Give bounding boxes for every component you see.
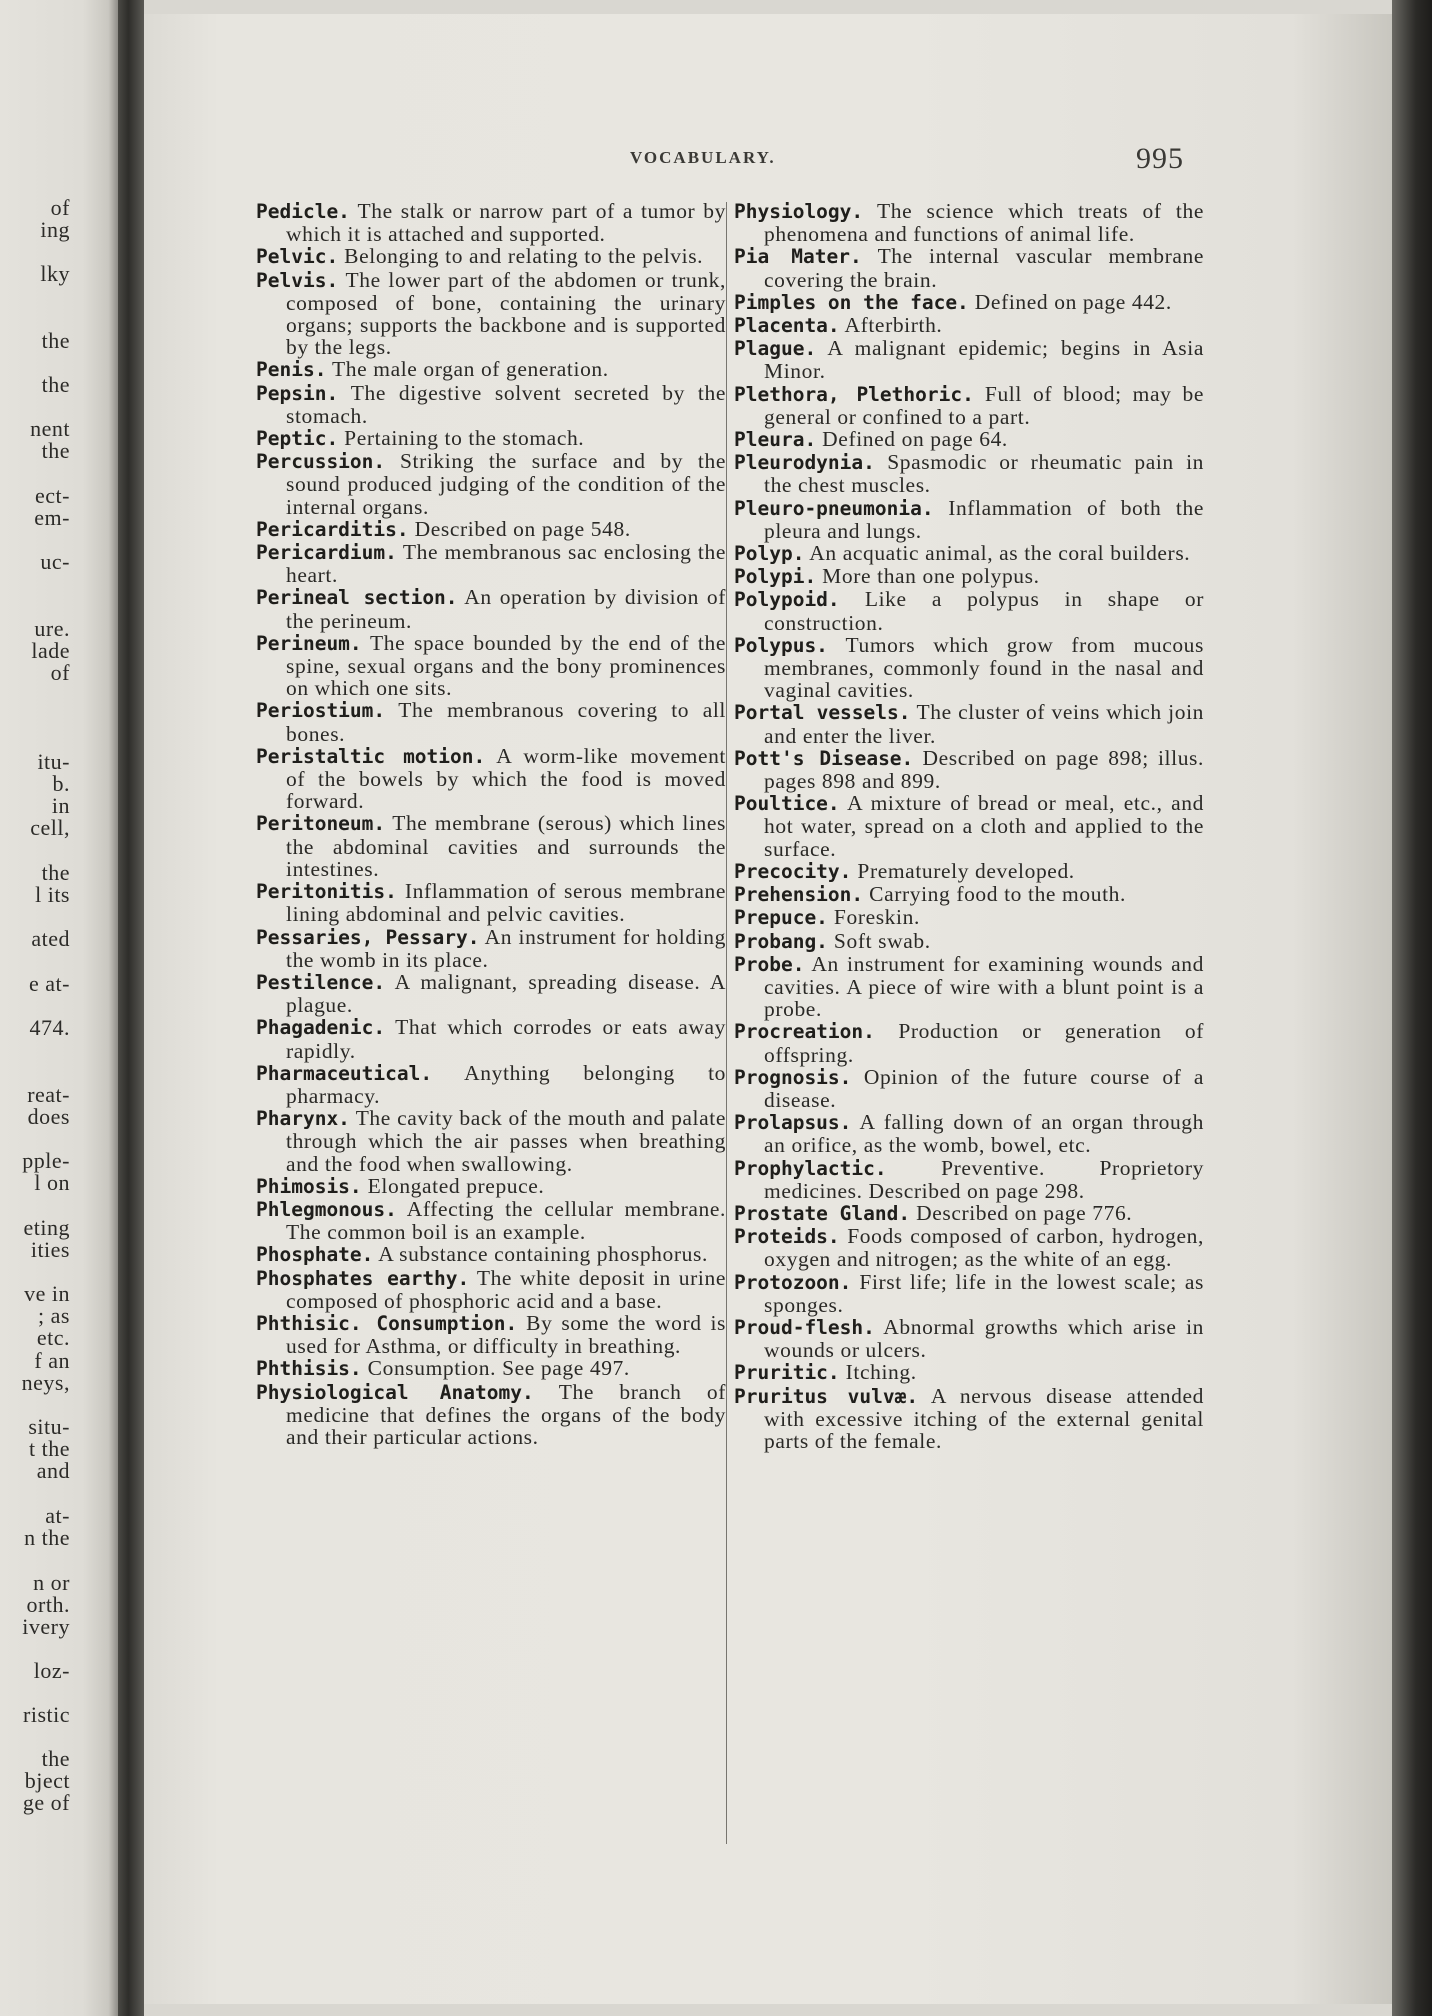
vocabulary-entry [256, 541, 726, 586]
entry-definition: Soft swab. [833, 928, 931, 953]
entry-definition: The branch of medicine that defines the organs of the body and their particular actions. [286, 1379, 726, 1449]
entry-term: Pruritus vulvæ. [734, 1384, 919, 1408]
entry-definition: The cavity back of the mouth and palate through which the air passes when breathing and the food when swallowing. [286, 1106, 726, 1176]
vocabulary-entry [256, 1062, 726, 1107]
vocabulary-entry [734, 1020, 1204, 1065]
facing-page-text-fragment: orth. [26, 1592, 70, 1617]
entry-definition: Production or generation of offspring. [764, 1019, 1204, 1067]
entry-definition: Spasmodic or rheumatic pain in the chest muscles. [764, 450, 1204, 498]
facing-page-text-fragment: n the [24, 1525, 70, 1550]
facing-page-text-fragment: in [51, 793, 70, 818]
entry-term: Pelvic. [256, 245, 339, 269]
vocabulary-entry [734, 930, 1204, 953]
entry-term: Placenta. [734, 314, 840, 338]
vocabulary-entry [734, 860, 1204, 883]
entry-term: Pericarditis. [256, 517, 409, 541]
entry-term: Prepuce. [734, 906, 828, 930]
vocabulary-entry [256, 1107, 726, 1175]
entry-term: Phimosis. [256, 1174, 362, 1198]
entry-term: Peristaltic motion. [256, 744, 486, 768]
entry-term: Perineum. [256, 631, 362, 655]
vocabulary-entry [256, 1243, 726, 1266]
entry-definition: Full of blood; may be general or confined to a part. [764, 381, 1204, 429]
vocabulary-entry [256, 632, 726, 700]
entry-definition: Foreskin. [833, 905, 920, 930]
entry-definition: Prematurely developed. [857, 858, 1075, 883]
facing-page-text-fragment: ing [40, 217, 70, 242]
entry-term: Polypoid. [734, 588, 840, 612]
facing-page-text-fragment: of [50, 660, 70, 685]
entry-term: Physiology. [734, 200, 864, 223]
vocabulary-entry [734, 1385, 1204, 1453]
entry-definition: The lower part of the abdomen or trunk, composed of bone, containing the urinary organs; supports the backbone and is supported by the legs. [286, 267, 726, 360]
facing-page-text-fragment: f an [34, 1348, 70, 1373]
entry-term: Prolapsus. [734, 1111, 852, 1135]
vocabulary-entry [256, 812, 726, 880]
vocabulary-entry [734, 1066, 1204, 1111]
facing-page-text-fragment: itu- [37, 749, 70, 774]
vocabulary-entry [734, 565, 1204, 588]
entry-definition: Consumption. See page 497. [367, 1356, 630, 1381]
vocabulary-entry [734, 497, 1204, 542]
entry-term: Periostium. [256, 699, 386, 723]
entry-term: Pleuro-pneumonia. [734, 496, 934, 520]
entry-definition: Affecting the cellular membrane. The common boil is an example. [286, 1196, 726, 1245]
entry-term: Phosphates earthy. [256, 1266, 470, 1290]
entry-term: Pruritic. [734, 1361, 840, 1385]
facing-page-text-fragment: ated [31, 926, 70, 951]
facing-page-text-fragment: lky [40, 261, 70, 286]
entry-term: Polypus. [734, 633, 828, 657]
entry-definition: Pertaining to the stomach. [344, 426, 585, 451]
vocabulary-entry [734, 245, 1204, 290]
entry-definition: Tumors which grow from mucous membranes, commonly found in the nasal and vaginal cavities. [764, 632, 1205, 703]
entry-definition: An operation by division of the perineum. [286, 585, 726, 633]
vocabulary-entry [734, 542, 1204, 565]
entry-definition: An acquatic animal, as the coral builders. [809, 541, 1191, 566]
vocabulary-entry [256, 745, 726, 813]
vocabulary-entry [256, 1175, 726, 1198]
vocabulary-entry [256, 971, 726, 1016]
entry-definition: Inflammation of serous membrane lining abdominal and pelvic cavities. [286, 879, 727, 927]
vocabulary-entry [734, 1111, 1204, 1156]
entry-definition: Defined on page 64. [822, 427, 1008, 452]
vocabulary-entry [734, 451, 1204, 496]
vocabulary-entry [256, 518, 726, 541]
facing-page-text-fragment: pple- [22, 1148, 70, 1173]
entry-term: Pedicle. [256, 200, 350, 223]
vocabulary-entry [734, 747, 1204, 792]
entry-definition: Described on page 548. [414, 516, 631, 541]
vocabulary-entry [256, 586, 726, 631]
entry-definition: Defined on page 442. [974, 289, 1172, 314]
vocabulary-entry [734, 1316, 1204, 1361]
vocabulary-entry [734, 906, 1204, 929]
facing-page-text-fragment: and [36, 1458, 70, 1483]
entry-definition: Described on page 898; illus. pages 898 and 899. [764, 745, 1204, 794]
entry-term: Poultice. [734, 792, 840, 816]
facing-page-text-fragment: etc. [36, 1325, 70, 1350]
entry-term: Pia Mater. [734, 245, 862, 269]
vocabulary-entry [734, 588, 1204, 633]
entry-definition: The digestive solvent secreted by the stomach. [286, 380, 726, 428]
entry-definition: Elongated prepuce. [367, 1173, 545, 1198]
facing-page-text-fragment: ; as [38, 1303, 70, 1328]
vocabulary-entry [734, 383, 1204, 428]
vocabulary-entry [734, 953, 1204, 1021]
entry-term: Perineal section. [256, 586, 458, 610]
entry-definition: The male organ of generation. [332, 357, 609, 382]
entry-definition: The membrane (serous) which lines the abdominal cavities and surrounds the intestines. [286, 811, 726, 881]
vocabulary-entry [734, 200, 1204, 245]
vocabulary-entry [256, 1198, 726, 1243]
facing-page-text-fragment: 474. [29, 1015, 70, 1040]
entry-term: Prognosis. [734, 1065, 852, 1089]
entry-term: Peritonitis. [256, 880, 397, 904]
facing-page-text-fragment: bject [24, 1768, 70, 1793]
entry-definition: An instrument for examining wounds and cavities. A piece of wire with a blunt point is a probe. [764, 951, 1204, 1022]
vocabulary-entry [256, 450, 726, 518]
entry-definition: The internal vascular membrane covering the brain. [764, 244, 1204, 292]
entry-term: Peptic. [256, 427, 339, 451]
facing-page-text-fragment: cell, [30, 815, 70, 840]
entry-definition: Described on page 776. [916, 1200, 1133, 1225]
facing-page-text-fragment: ure. [34, 616, 70, 641]
entry-definition: The white deposit in urine composed of phosphoric acid and a base. [286, 1265, 726, 1313]
entry-term: Prostate Gland. [734, 1201, 911, 1225]
facing-page-text-fragment: em- [34, 505, 70, 530]
page-edge-shadow [1392, 0, 1432, 2016]
entry-definition: Afterbirth. [844, 313, 943, 338]
vocabulary-entry [256, 1016, 726, 1061]
facing-page-text-fragment: l on [34, 1170, 70, 1195]
entry-definition: A malignant epidemic; begins in Asia Minor. [764, 336, 1204, 384]
facing-page-text-fragment: b. [52, 771, 70, 796]
entry-definition: Carrying food to the mouth. [869, 882, 1126, 907]
vocabulary-entry [734, 701, 1204, 746]
vocabulary-entry [256, 245, 726, 268]
facing-page-text-fragment: reat- [27, 1082, 70, 1107]
vocabulary-entry [734, 337, 1204, 382]
facing-page-text-fragment: ge of [22, 1790, 70, 1815]
facing-page-text-fragment: e at- [29, 971, 70, 996]
facing-page-text-fragment: the [41, 328, 70, 353]
facing-page-text-fragment: situ- [28, 1414, 70, 1439]
vocabulary-entry [256, 1312, 726, 1357]
facing-page-text-fragment: n or [33, 1570, 70, 1595]
entry-definition: An instrument for holding the womb in its place. [286, 924, 727, 972]
vocabulary-entry [256, 926, 726, 971]
vocabulary-entry [256, 1357, 726, 1380]
entry-term: Pimples on the face. [734, 290, 969, 314]
facing-page-text-fragment: l its [35, 882, 70, 907]
entry-term: Pericardium. [256, 541, 397, 565]
entry-term: Pessaries, Pessary. [256, 925, 480, 949]
entry-term: Probe. [734, 952, 805, 976]
facing-page-text-fragment: neys, [21, 1370, 70, 1395]
entry-definition: A malignant, spreading disease. A plague. [286, 969, 726, 1018]
entry-term: Pott's Disease. [734, 746, 914, 770]
entry-term: Plague. [734, 337, 817, 361]
entry-term: Prehension. [734, 883, 864, 907]
vocabulary-entry [256, 1381, 726, 1449]
vocabulary-entry [734, 883, 1204, 906]
vocabulary-entry [256, 358, 726, 381]
vocabulary-entry [256, 427, 726, 450]
facing-page-text-fragment: at- [45, 1503, 70, 1528]
facing-page-text-fragment: uc- [40, 549, 70, 574]
entry-definition: A mixture of bread or meal, etc., and hot water, spread on a cloth and applied to the surface. [764, 791, 1204, 861]
entry-term: Percussion. [256, 450, 386, 474]
vocabulary-column-right [734, 200, 1204, 1452]
vocabulary-entry [734, 1202, 1204, 1225]
entry-definition: That which corrodes or eats away rapidly. [286, 1015, 726, 1063]
entry-definition: Itching. [845, 1360, 917, 1385]
vocabulary-column-left [256, 200, 726, 1448]
entry-definition: Belonging to and relating to the pelvis. [344, 244, 704, 269]
entry-definition: A substance containing phosphorus. [378, 1242, 708, 1267]
vocabulary-entry [734, 1225, 1204, 1270]
entry-definition: Abnormal growths which arise in wounds or ulcers. [764, 1314, 1204, 1363]
entry-term: Procreation. [734, 1020, 875, 1044]
vocabulary-entry [256, 699, 726, 744]
entry-term: Protozoon. [734, 1270, 852, 1294]
facing-page-text-fragment: ities [30, 1237, 70, 1262]
vocabulary-entry [734, 1361, 1204, 1384]
vocabulary-entry [256, 200, 726, 245]
facing-page-text-fragment: the [41, 438, 70, 463]
entry-term: Prophylactic. [734, 1156, 887, 1180]
facing-page-text-fragment: t the [29, 1436, 70, 1461]
entry-term: Polyp. [734, 542, 805, 566]
facing-page-text-fragment: lade [31, 638, 70, 663]
entry-definition: The stalk or narrow part of a tumor by which it is attached and supported. [286, 199, 726, 247]
vocabulary-entry [734, 792, 1204, 860]
entry-term: Penis. [256, 358, 327, 382]
entry-term: Phlegmonous. [256, 1197, 397, 1221]
page-number: 995 [1136, 142, 1184, 175]
facing-page-text-fragment: loz- [33, 1658, 70, 1683]
entry-definition: A nervous disease attended with excessive itching of the external genital parts of the female. [764, 1383, 1204, 1453]
entry-definition: A worm-like movement of the bowels by which the food is moved forward. [286, 743, 727, 814]
entry-definition: The cluster of veins which join and enter the liver. [764, 700, 1204, 748]
facing-page-text-fragment: nent [30, 416, 70, 441]
entry-term: Pharmaceutical. [256, 1061, 433, 1085]
vocabulary-entry [734, 314, 1204, 337]
facing-page-text-fragment: of [50, 195, 70, 220]
column-divider [726, 202, 727, 1844]
vocabulary-entry [734, 1271, 1204, 1316]
facing-page-text-fragment: the [41, 1746, 70, 1771]
entry-term: Pharynx. [256, 1107, 350, 1131]
entry-term: Phthisic. Consumption. [256, 1311, 518, 1335]
entry-definition: Opinion of the future course of a disease. [764, 1064, 1204, 1112]
facing-page-text-fragment: ristic [23, 1702, 70, 1727]
entry-term: Peritoneum. [256, 812, 386, 836]
entry-term: Pelvis. [256, 268, 339, 292]
vocabulary-entry [734, 291, 1204, 314]
entry-definition: Preventive. Proprietory medicines. Described on page 298. [764, 1155, 1204, 1203]
facing-page-text-fragment: the [41, 372, 70, 397]
entry-term: Polypi. [734, 565, 817, 589]
facing-page-text-fragment: the [41, 860, 70, 885]
entry-definition: Like a polypus in shape or construction. [764, 587, 1204, 635]
entry-term: Plethora, Plethoric. [734, 382, 974, 406]
running-head: VOCABULARY. [630, 148, 776, 167]
entry-term: Phosphate. [256, 1243, 374, 1267]
entry-term: Phthisis. [256, 1357, 362, 1381]
entry-definition: Anything belonging to pharmacy. [286, 1060, 726, 1108]
entry-term: Pleurodynia. [734, 451, 875, 475]
entry-definition: First life; life in the lowest scale; as sponges. [764, 1269, 1204, 1317]
entry-term: Proud-flesh. [734, 1315, 875, 1339]
facing-page-text-fragment: ve in [24, 1281, 70, 1306]
entry-term: Pepsin. [256, 381, 339, 405]
facing-page-edge [0, 0, 118, 2016]
entry-definition: The science which treats of the phenomena and functions of animal life. [764, 199, 1204, 247]
vocabulary-entry [256, 1267, 726, 1312]
facing-page-text-fragment: ect- [35, 483, 70, 508]
entry-term: Precocity. [734, 859, 852, 883]
facing-page-text-fragment: does [27, 1104, 70, 1129]
entry-term: Pestilence. [256, 970, 386, 994]
vocabulary-entry [734, 428, 1204, 451]
entry-term: Phagadenic. [256, 1016, 386, 1040]
entry-definition: Foods composed of carbon, hydrogen, oxygen and nitrogen; as the white of an egg. [764, 1224, 1204, 1272]
entry-definition: A falling down of an organ through an orifice, as the womb, bowel, etc. [764, 1110, 1204, 1158]
entry-term: Probang. [734, 929, 828, 953]
entry-term: Portal vessels. [734, 701, 911, 725]
vocabulary-entry [734, 634, 1204, 702]
vocabulary-entry [256, 880, 726, 925]
entry-term: Proteids. [734, 1225, 840, 1249]
entry-definition: Inflammation of both the pleura and lungs. [764, 495, 1204, 543]
vocabulary-entry [256, 269, 726, 359]
entry-definition: Striking the surface and by the sound produced judging of the condition of the internal organs. [286, 449, 726, 519]
entry-term: Physiological Anatomy. [256, 1380, 534, 1404]
vocabulary-entry [256, 382, 726, 427]
entry-definition: By some the word is used for Asthma, or difficulty in breathing. [286, 1310, 726, 1359]
book-gutter [118, 0, 144, 2016]
entry-definition: The membranous covering to all bones. [286, 698, 726, 746]
entry-definition: More than one polypus. [822, 564, 1040, 589]
vocabulary-entry [734, 1157, 1204, 1202]
entry-definition: The membranous sac enclosing the heart. [286, 540, 726, 588]
facing-page-text-fragment: eting [23, 1215, 70, 1240]
entry-definition: The space bounded by the end of the spine, sexual organs and the bony prominences on which one sits. [286, 630, 726, 701]
entry-term: Pleura. [734, 428, 817, 452]
facing-page-text-fragment: ivery [22, 1614, 70, 1639]
